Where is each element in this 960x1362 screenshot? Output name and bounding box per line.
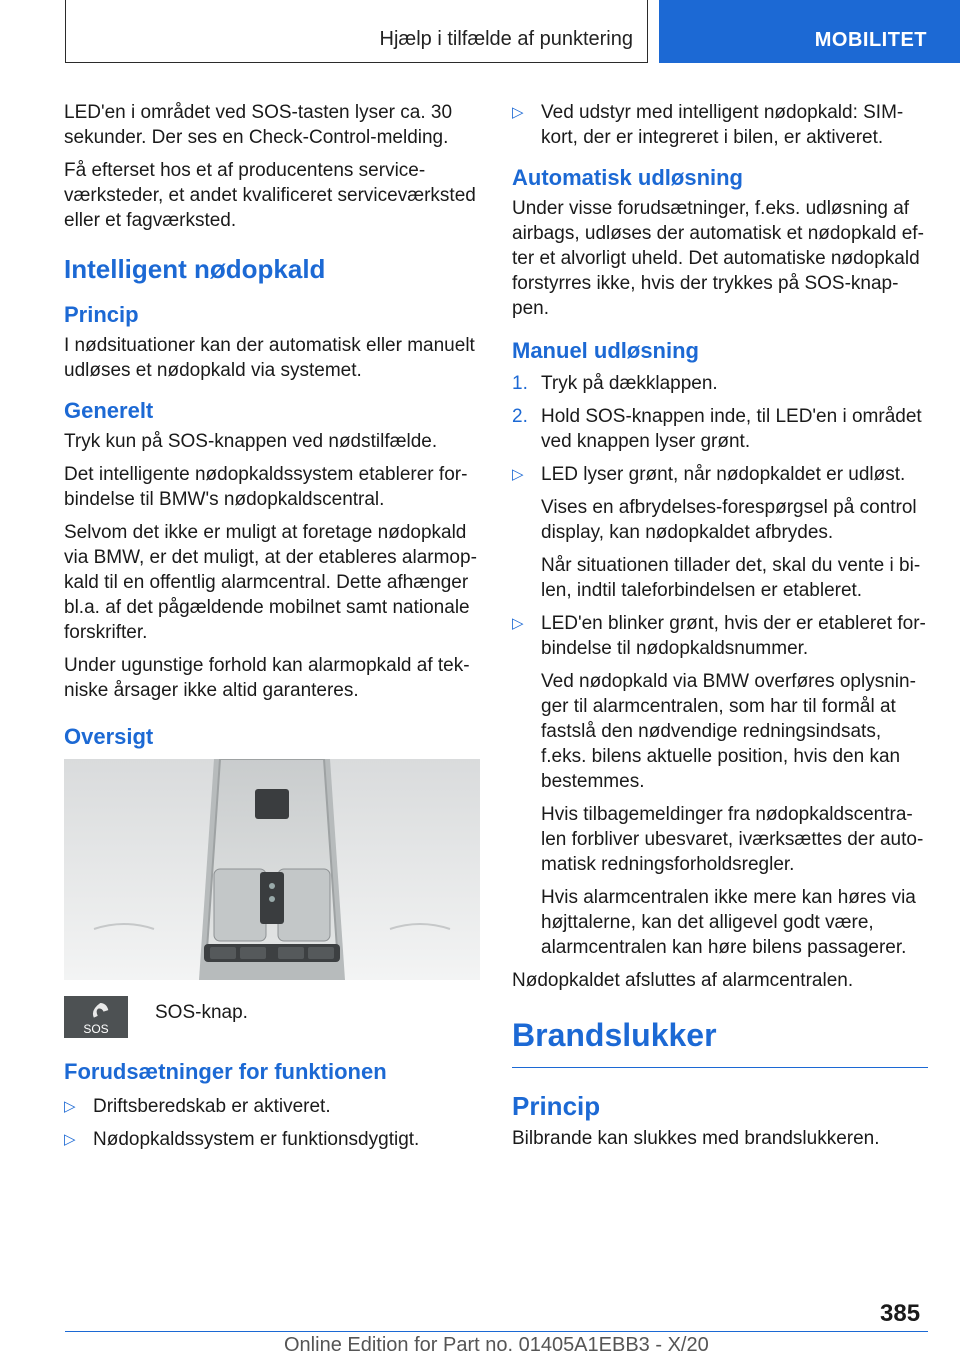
triangle-bullet-icon: ▷: [512, 104, 524, 121]
requirement-item: ▷ Driftsberedskab er aktiveret.: [64, 1096, 331, 1117]
generelt-paragraph: Tryk kun på SOS-knappen ved nødstilfælde.: [64, 431, 438, 452]
heading-oversigt: Oversigt: [64, 724, 154, 749]
heading-automatisk: Automatisk udløsning: [512, 165, 743, 190]
header-chapter-box: [65, 0, 648, 63]
heading-intelligent-emergency-call: Intelligent nødopkald: [64, 254, 326, 284]
sos-caption: SOS-knap.: [155, 1002, 248, 1023]
step-item: 1. Tryk på dækklappen.: [512, 373, 718, 394]
result-detail: Hvis alarmcentralen ikke mere kan høres via højttalerne, kan det alligevel godt være, alarmcentralen kan høre bilens passagerer.: [541, 887, 916, 958]
requirement-item: ▷ Nødopkaldssystem er funktionsdygtigt.: [64, 1129, 420, 1150]
heading-generelt: Generelt: [64, 398, 154, 423]
sos-icon-label: SOS: [83, 1022, 109, 1036]
princip-paragraph: I nødsituationer kan der automatisk eller manuelt udløses et nødopkald via systemet.: [64, 335, 475, 381]
generelt-paragraph: Selvom det ikke er muligt at foretage nødopkald via BMW, er det muligt, at der etableres alarmopkald til en offentlig alarmcentral. Dette afhænger bl.a. af det pågældende mobilnet samt nationale forskrifter.: [64, 522, 477, 643]
result-detail: Ved nødopkald via BMW overføres oplysninger til alarmcentralen, som har til formål at fastslå den nødvendige redningsindsats, f.eks. bilens aktuelle position, hvis den kan bestemmes.: [541, 671, 916, 792]
step-number: 2.: [512, 406, 528, 427]
right-column: [512, 100, 928, 1159]
result-item: ▷ LED'en blinker grønt, hvis der er etableret forbindelse til nødopkaldsnummer.: [512, 613, 926, 659]
generelt-paragraph: Under ugunstige forhold kan alarmopkald af tekniske årsager ikke altid garanteres.: [64, 655, 470, 701]
triangle-bullet-icon: ▷: [512, 466, 524, 483]
heading-manuel: Manuel udløsning: [512, 338, 699, 363]
edition-text: Online Edition for Part no. 01405A1EBB3 - X/20: [284, 1334, 709, 1356]
requirement-item: ▷ Ved udstyr med intelligent nødopkald: SIM-kort, der er integreret i bilen, er aktiveret.: [512, 102, 904, 148]
generelt-paragraph: Det intelligente nødopkaldssystem etablerer forbindelse til BMW's nødopkaldscentral.: [64, 464, 468, 510]
sos-legend-row: [64, 996, 480, 1038]
step-item: 2. Hold SOS-knappen inde, til LED'en i området ved knappen lyser grønt.: [512, 406, 922, 452]
chapter-title: Hjælp i tilfælde af punktering: [379, 28, 633, 50]
footer-divider: [65, 1331, 928, 1332]
intro-paragraph: Få efterset hos et af producentens serviceværksteder, et andet kvalificeret serviceværksted eller et fagværksted.: [64, 160, 476, 231]
triangle-bullet-icon: ▷: [64, 1131, 76, 1148]
left-column: [64, 100, 480, 1160]
heading-princip: Princip: [512, 1091, 601, 1121]
automatisk-paragraph: Under visse forudsætninger, f.eks. udløsning af airbags, udløses der automatisk et nødopkald efter et alvorligt uheld. Det automatiske nødopkald forstyrres ikke, hvis der trykkes på SOS-knappen.: [512, 198, 924, 319]
heading-princip: Princip: [64, 302, 139, 327]
header-section-tab: [659, 0, 960, 63]
closing-paragraph: Nødopkaldet afsluttes af alarmcentralen.: [512, 970, 854, 991]
result-detail: Vises en afbrydelses-forespørgsel på control display, kan nødopkaldet afbrydes.: [541, 497, 917, 543]
intro-paragraph: LED'en i området ved SOS-tasten lyser ca. 30 sekunder. Der ses en Check-Control-melding.: [64, 102, 453, 148]
page-number: 385: [880, 1300, 921, 1327]
triangle-bullet-icon: ▷: [512, 615, 524, 632]
overhead-console-figure: [64, 759, 480, 980]
triangle-bullet-icon: ▷: [64, 1098, 76, 1115]
result-item: ▷ LED lyser grønt, når nødopkaldet er udløst.: [512, 464, 906, 485]
step-number: 1.: [512, 373, 528, 394]
result-detail: Hvis tilbagemeldinger fra nødopkaldscentralen forbliver ubesvaret, iværksættes der automatisk redningsforholdsregler.: [541, 804, 924, 875]
section-label: MOBILITET: [814, 29, 927, 51]
brand-paragraph: Bilbrande kan slukkes med brandslukkeren.: [512, 1128, 880, 1149]
result-detail: Når situationen tillader det, skal du vente i bilen, indtil taleforbindelsen er etableret.: [541, 555, 921, 601]
heading-forudsaetninger: Forudsætninger for funktionen: [64, 1059, 387, 1084]
heading-brandslukker: Brandslukker: [512, 1013, 928, 1068]
sos-button-icon: [64, 996, 128, 1038]
